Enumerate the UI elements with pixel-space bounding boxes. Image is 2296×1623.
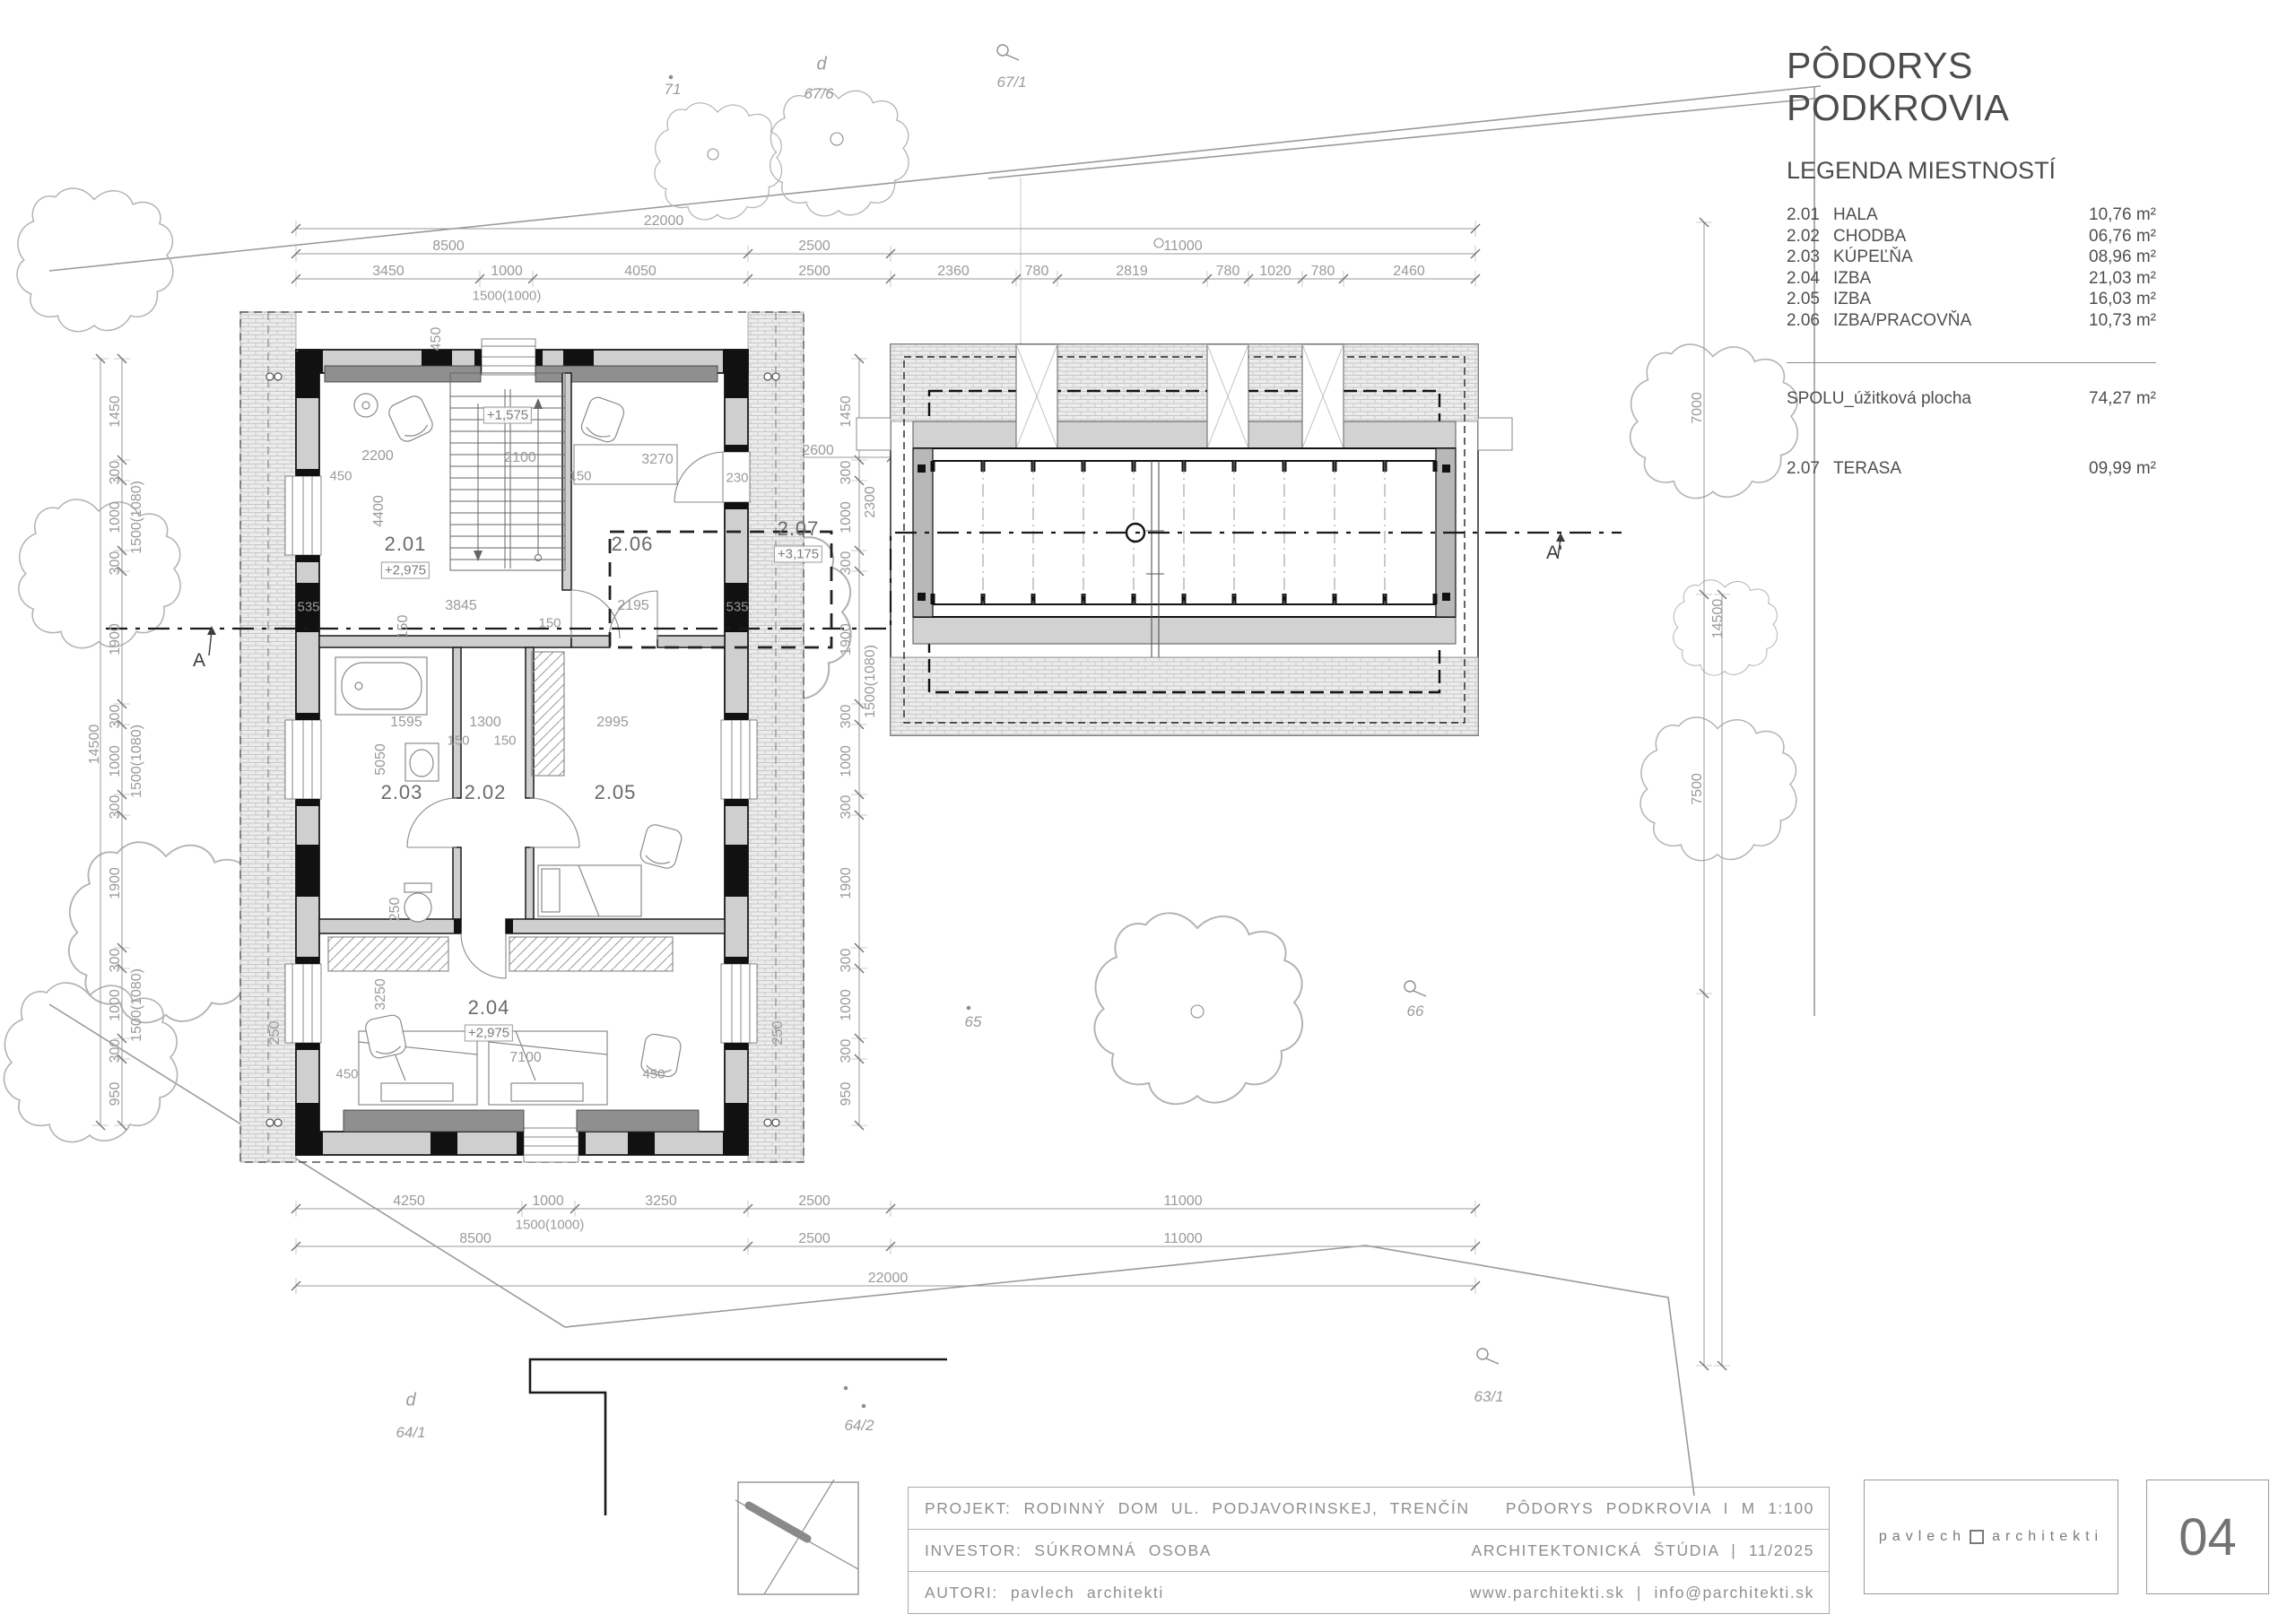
level-tag: +2,975 — [381, 562, 430, 579]
parcel-label: 67/1 — [996, 74, 1027, 91]
dimension-label: 22000 — [643, 213, 684, 229]
legend-room-row — [1787, 204, 2156, 226]
room-number-label: 2.02 — [464, 781, 507, 803]
washbasin — [405, 743, 439, 781]
autori-value: pavlech architekti — [1010, 1583, 1164, 1601]
legend-room-num: 2.06 — [1787, 310, 1820, 330]
room-number-label: 2.03 — [380, 781, 423, 803]
legend-title: LEGENDA MIESTNOSTÍ — [1787, 157, 2057, 184]
dimension-label: 2600 — [802, 443, 834, 458]
dimension-label: 4400 — [371, 495, 387, 527]
legend-room-area: 08,96 m² — [2089, 247, 2156, 267]
legend-room-area: 06,76 m² — [2089, 226, 2156, 246]
legend-room-row — [1787, 289, 2156, 310]
drawing-title-scale: PÔDORYS PODKROVIA I M 1:100 — [1505, 1498, 1814, 1517]
dimension-label: 950 — [108, 1081, 123, 1107]
section-label: A' — [1545, 542, 1563, 563]
dimension-label: 300 — [839, 1038, 854, 1063]
dimension-label: 300 — [108, 1038, 123, 1063]
projekt-label: PROJEKT: — [925, 1498, 1012, 1517]
dimension-label: 300 — [839, 460, 854, 485]
title-block-row-autori — [909, 1571, 1829, 1613]
legend-room-area: 21,03 m² — [2089, 268, 2156, 288]
legend-room-name: IZBA — [1833, 268, 1872, 288]
dimension-label: 450 — [429, 326, 444, 352]
legend-total-label: SPOLU_úžitková plocha — [1787, 388, 1971, 408]
dimension-label: 7000 — [1690, 392, 1705, 424]
dimension-label: 1500(1080) — [129, 481, 144, 554]
dimension-label: 4050 — [624, 264, 657, 279]
legend-room-row — [1787, 226, 2156, 247]
dimension-label: 2360 — [937, 264, 970, 279]
dimension-label: 300 — [839, 551, 854, 576]
parcel-label: 64/2 — [844, 1417, 874, 1434]
legend-room-area: 10,73 m² — [2089, 310, 2156, 330]
contact-info: www.parchitekti.sk | info@parchitekti.sk — [1469, 1583, 1814, 1601]
bathtub — [335, 657, 427, 715]
dimension-label: 1300 — [469, 715, 501, 730]
dimension-label: 150 — [396, 614, 411, 639]
dimension-label: 450 — [329, 468, 352, 484]
dimension-label: 300 — [108, 551, 123, 576]
dimension-label: 150 — [538, 615, 561, 631]
dimension-label: 1900 — [108, 867, 123, 899]
dimension-label: 2100 — [504, 450, 536, 465]
dimension-label: 8500 — [432, 239, 465, 254]
autori-label: AUTORI: — [925, 1583, 998, 1601]
dimension-label: 14500 — [87, 724, 102, 765]
legend-terrace-row — [1787, 459, 2156, 479]
room-number-label: 2.05 — [594, 781, 637, 803]
dimension-label: 780 — [1310, 264, 1335, 279]
legend-total-row — [1787, 389, 2156, 409]
dimension-label: 1500(1000) — [472, 288, 542, 304]
legend-room-row — [1787, 268, 2156, 290]
dimension-label: 1000 — [839, 501, 854, 534]
dimension-label: 4250 — [393, 1193, 425, 1209]
legend-total-area: 74,27 m² — [2089, 388, 2156, 408]
dimension-label: 1900 — [839, 867, 854, 899]
dimension-label: 535 — [297, 599, 320, 615]
dimension-label: 1500(1080) — [129, 725, 144, 798]
dimension-label: 1020 — [1259, 264, 1292, 279]
legend-divider — [1787, 362, 2156, 363]
dimension-label: 3845 — [445, 598, 477, 613]
parcel-label: 71 — [664, 81, 682, 98]
legend-room-num: 2.01 — [1787, 205, 1820, 224]
dimension-label: 5050 — [373, 743, 388, 776]
north-arrow-icon — [735, 1480, 858, 1594]
dimension-label: 250 — [267, 1020, 283, 1046]
page-title: PÔDORYS PODKROVIA — [1787, 45, 2010, 128]
dimension-label: 450 — [642, 1066, 665, 1082]
studio-logo — [1864, 1480, 2118, 1594]
logo-square-icon — [1970, 1530, 1984, 1544]
room-number-label: 2.07 — [777, 517, 820, 540]
title-block-row-projekt — [909, 1488, 1829, 1529]
legend-room-row — [1787, 247, 2156, 268]
logo-part2: architekti — [1992, 1529, 2104, 1544]
legend-room-name: CHODBA — [1833, 226, 1907, 246]
legend-room-num: 2.03 — [1787, 247, 1820, 267]
dimension-label: 2500 — [798, 1231, 831, 1246]
dimension-label: 450 — [335, 1066, 359, 1082]
room-number-label: 2.01 — [384, 533, 427, 555]
dimension-label: 300 — [108, 794, 123, 820]
legend-panel — [1787, 45, 2156, 479]
dimension-label: 1900 — [839, 623, 854, 655]
dimension-label: 1450 — [839, 395, 854, 428]
dimension-label: 1900 — [108, 623, 123, 655]
dimension-label: 7500 — [1690, 773, 1705, 805]
section-label: A — [192, 650, 206, 671]
dimension-label: 230 — [726, 470, 749, 486]
dimension-label: 150 — [493, 733, 517, 749]
legend-terrace-area: 09,99 m² — [2089, 458, 2156, 478]
room-number-label: 2.04 — [467, 996, 510, 1019]
dimension-label: 150 — [447, 733, 470, 749]
legend-terrace-num: 2.07 — [1787, 458, 1820, 478]
dimension-label: 1595 — [390, 715, 422, 730]
dimension-label: 300 — [839, 948, 854, 973]
dimension-label: 150 — [569, 468, 592, 484]
parcel-label: 67/6 — [804, 85, 834, 102]
dimension-label: 1000 — [532, 1193, 564, 1209]
dimension-label: 2819 — [1116, 264, 1148, 279]
level-tag: +2,975 — [465, 1025, 513, 1042]
dimension-label: 2500 — [798, 1193, 831, 1209]
level-tag: +3,175 — [774, 546, 822, 563]
legend-terrace-name: TERASA — [1833, 458, 1902, 478]
legend-room-row — [1787, 310, 2156, 332]
legend-room-list — [1787, 204, 2156, 332]
stage-date: ARCHITEKTONICKÁ ŠTÚDIA | 11/2025 — [1471, 1541, 1814, 1559]
house-plan — [240, 312, 804, 1162]
dimension-label: 300 — [108, 460, 123, 485]
dimension-label: 2500 — [798, 264, 831, 279]
dimension-label: 1500(1080) — [129, 968, 144, 1042]
dimension-label: 8500 — [459, 1231, 491, 1246]
dimension-label: 1500(1080) — [863, 645, 878, 718]
dimension-label: 780 — [1215, 264, 1240, 279]
dimension-label: 1000 — [839, 989, 854, 1021]
parcel-label: 65 — [964, 1013, 982, 1030]
dimension-label: 2195 — [617, 598, 649, 613]
dimension-label: 2500 — [798, 239, 831, 254]
dimension-label: 1000 — [108, 989, 123, 1021]
dimension-label: 11000 — [1163, 239, 1203, 254]
dimension-label: 3250 — [645, 1193, 677, 1209]
dimension-label: 1000 — [108, 501, 123, 534]
dimension-label: 14500 — [1710, 598, 1726, 639]
title-block-row-investor — [909, 1529, 1829, 1571]
level-tag: +1,575 — [483, 407, 532, 424]
legend-room-name: IZBA — [1833, 290, 1872, 309]
toilet — [404, 883, 431, 922]
dimension-label: 535 — [726, 599, 749, 615]
legend-room-num: 2.04 — [1787, 268, 1820, 288]
legend-room-num: 2.02 — [1787, 226, 1820, 246]
dimension-label: 11000 — [1163, 1231, 1203, 1246]
parcel-label: 66 — [1406, 1002, 1424, 1020]
dimension-label: 1000 — [839, 745, 854, 777]
dimension-label: 2300 — [863, 486, 878, 518]
legend-room-num: 2.05 — [1787, 290, 1820, 309]
parcel-label: d — [816, 54, 827, 74]
dimension-label: 2460 — [1393, 264, 1425, 279]
dimension-label: 2995 — [596, 715, 629, 730]
legend-room-name: KÚPEĽŇA — [1833, 247, 1913, 267]
dimension-label: 300 — [108, 948, 123, 973]
dimension-label: 300 — [108, 704, 123, 729]
dimension-label: 1500(1000) — [515, 1217, 585, 1233]
dimension-label: 250 — [770, 1020, 786, 1046]
dimension-label: 300 — [839, 794, 854, 820]
dimension-label: 2200 — [361, 448, 394, 464]
dimension-label: 250 — [387, 897, 403, 922]
dimension-label: 22000 — [867, 1271, 909, 1286]
dimension-label: 1000 — [491, 264, 523, 279]
logo-part1: pavlech — [1878, 1529, 1967, 1544]
parcel-label: 63/1 — [1474, 1388, 1504, 1405]
investor-label: INVESTOR: — [925, 1541, 1022, 1559]
dimension-label: 1450 — [108, 395, 123, 428]
dimension-label: 3250 — [373, 978, 388, 1011]
investor-value: SÚKROMNÁ OSOBA — [1034, 1541, 1213, 1559]
parcel-label: d — [405, 1390, 416, 1410]
dimension-label: 11000 — [1163, 1193, 1203, 1209]
legend-room-name: HALA — [1833, 205, 1878, 224]
dimension-label: 1000 — [108, 745, 123, 777]
legend-room-name: IZBA/PRACOVŇA — [1833, 310, 1972, 330]
dimension-label: 300 — [839, 704, 854, 729]
dimension-label: 7100 — [509, 1050, 542, 1065]
room-number-label: 2.06 — [611, 533, 654, 555]
parcel-label: 64/1 — [396, 1424, 426, 1441]
dimension-label: 950 — [839, 1081, 854, 1107]
dimension-label: 3450 — [372, 264, 404, 279]
legend-room-area: 16,03 m² — [2089, 290, 2156, 309]
dimension-label: 3270 — [641, 452, 674, 467]
legend-room-area: 10,76 m² — [2089, 205, 2156, 224]
dimension-label: 780 — [1024, 264, 1049, 279]
projekt-value: RODINNÝ DOM UL. PODJAVORINSKEJ, TRENČÍN — [1023, 1498, 1470, 1517]
outbuilding-roof-plan — [857, 344, 1512, 735]
title-block — [908, 1487, 1830, 1614]
sheet-number: 04 — [2146, 1480, 2269, 1594]
